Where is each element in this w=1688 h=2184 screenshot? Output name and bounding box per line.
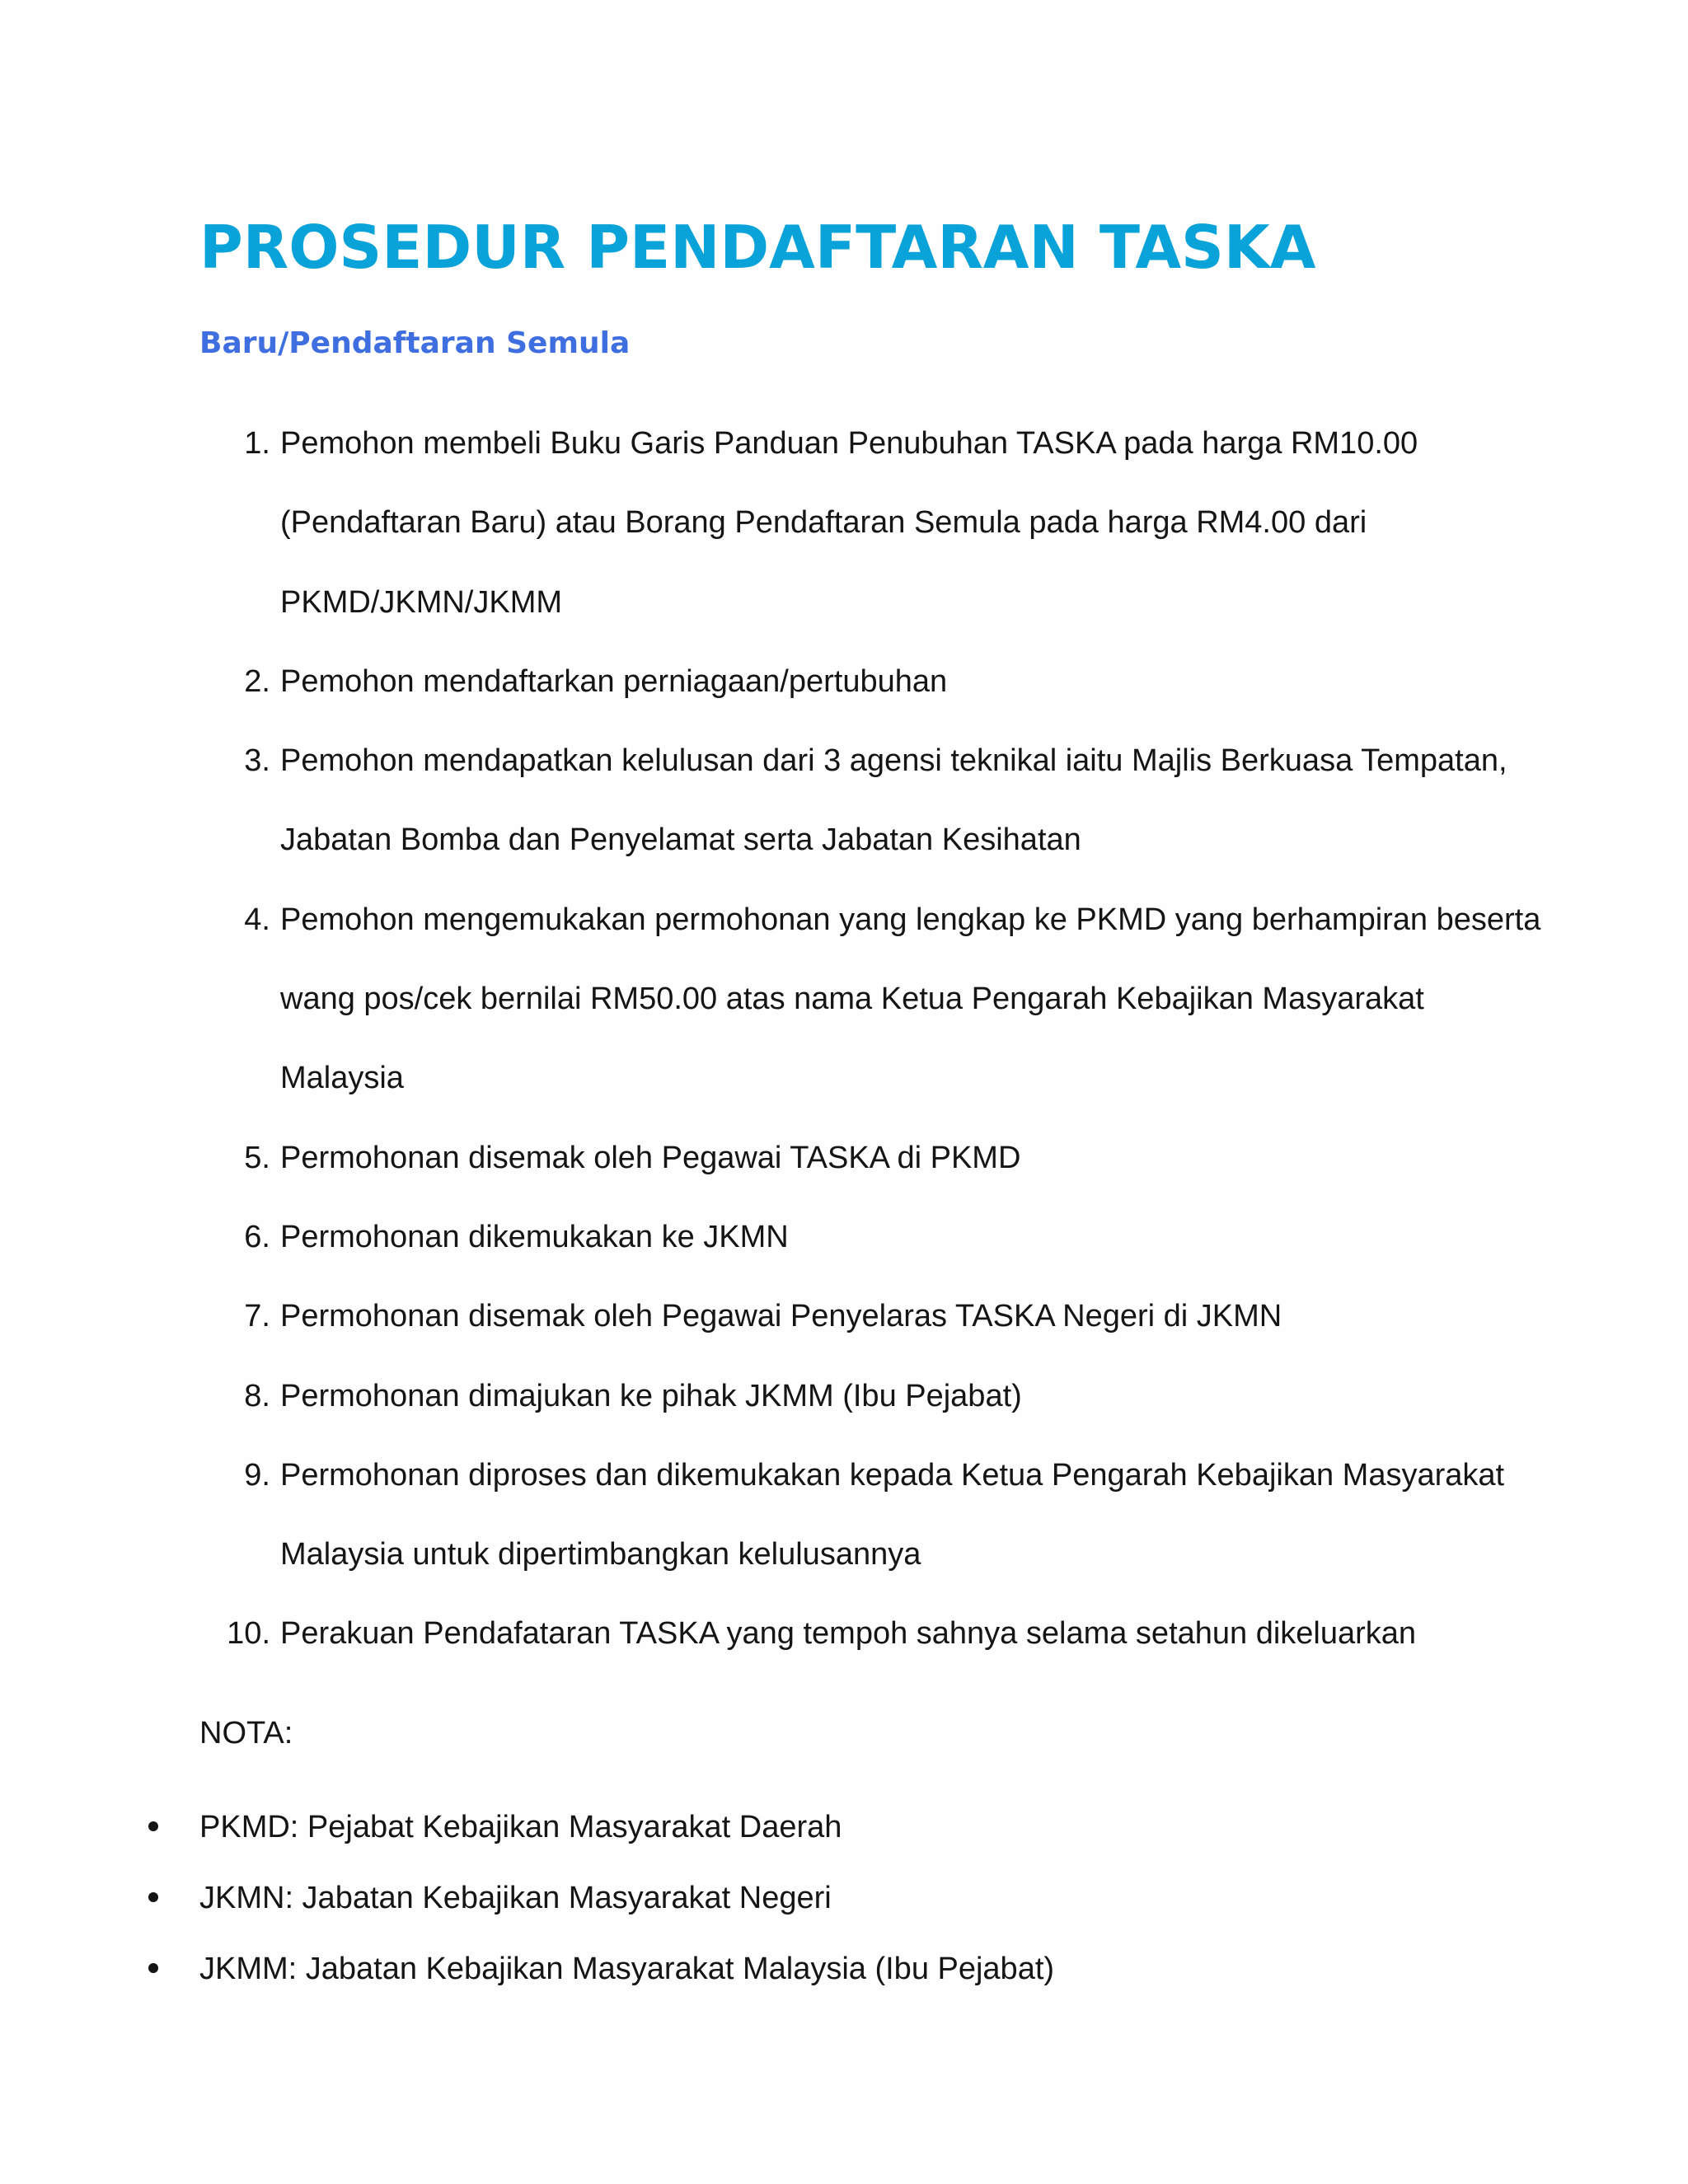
step-text: Pemohon mendaftarkan perniagaan/pertubuhan bbox=[280, 663, 948, 699]
step-text: Pemohon mengemukakan permohonan yang lengkap ke PKMD yang berhampiran beserta wang pos/cek bernilai RM50.00 atas nama Ketua Pengarah Kebajikan Masyarakat Malaysia bbox=[280, 902, 1541, 1096]
procedure-step bbox=[198, 1197, 1550, 1277]
step-number: 1. bbox=[244, 426, 270, 461]
step-number: 9. bbox=[244, 1457, 270, 1493]
procedure-step bbox=[198, 880, 1550, 1118]
procedure-step bbox=[198, 642, 1550, 721]
bullet-icon bbox=[148, 1892, 158, 1902]
abbreviation-notes-list bbox=[148, 1792, 1550, 2004]
procedure-step bbox=[198, 1357, 1550, 1436]
note-item bbox=[148, 1933, 1550, 2004]
step-text: Permohonan dikemukakan ke JKMN bbox=[280, 1219, 789, 1254]
document-title: PROSEDUR PENDAFTARAN TASKA bbox=[199, 213, 1316, 282]
note-item bbox=[148, 1863, 1550, 1933]
step-number: 7. bbox=[244, 1299, 270, 1334]
nota-label: NOTA: bbox=[199, 1716, 293, 1750]
step-number: 2. bbox=[244, 663, 270, 699]
note-text: JKMN: Jabatan Kebajikan Masyarakat Negeri bbox=[199, 1881, 832, 1915]
step-text: Permohonan dimajukan ke pihak JKMM (Ibu Pejabat) bbox=[280, 1378, 1022, 1413]
procedure-steps-list bbox=[198, 404, 1550, 1674]
section-subtitle: Baru/Pendaftaran Semula bbox=[199, 326, 631, 360]
procedure-step bbox=[198, 1436, 1550, 1595]
bullet-icon bbox=[148, 1821, 158, 1831]
procedure-step bbox=[198, 721, 1550, 880]
step-number: 8. bbox=[244, 1378, 270, 1413]
step-number: 3. bbox=[244, 743, 270, 779]
bullet-icon bbox=[148, 1963, 158, 1973]
procedure-step bbox=[198, 1594, 1550, 1673]
step-number: 10. bbox=[227, 1616, 270, 1652]
note-text: JKMM: Jabatan Kebajikan Masyarakat Malaysia (Ibu Pejabat) bbox=[199, 1952, 1055, 1986]
step-text: Permohonan disemak oleh Pegawai Penyelaras TASKA Negeri di JKMN bbox=[280, 1299, 1282, 1334]
step-text: Perakuan Pendafataran TASKA yang tempoh sahnya selama setahun dikeluarkan bbox=[280, 1616, 1417, 1652]
step-text: Permohonan diproses dan dikemukakan kepada Ketua Pengarah Kebajikan Masyarakat Malaysia untuk dipertimbangkan kelulusannya bbox=[280, 1457, 1505, 1572]
procedure-step bbox=[198, 1277, 1550, 1356]
step-text: Pemohon mendapatkan kelulusan dari 3 agensi teknikal iaitu Majlis Berkuasa Tempatan, Jabatan Bomba dan Penyelamat serta Jabatan Kesihatan bbox=[280, 743, 1507, 858]
procedure-step bbox=[198, 404, 1550, 642]
note-item bbox=[148, 1792, 1550, 1863]
step-number: 4. bbox=[244, 902, 270, 937]
note-text: PKMD: Pejabat Kebajikan Masyarakat Daerah bbox=[199, 1810, 842, 1844]
procedure-step bbox=[198, 1118, 1550, 1197]
step-number: 6. bbox=[244, 1219, 270, 1254]
step-number: 5. bbox=[244, 1140, 270, 1175]
step-text: Permohonan disemak oleh Pegawai TASKA di PKMD bbox=[280, 1140, 1021, 1175]
step-text: Pemohon membeli Buku Garis Panduan Penubuhan TASKA pada harga RM10.00 (Pendaftaran Baru) atau Borang Pendaftaran Semula pada harga RM4.00 dari PKMD/JKMN/JKMM bbox=[280, 426, 1418, 620]
